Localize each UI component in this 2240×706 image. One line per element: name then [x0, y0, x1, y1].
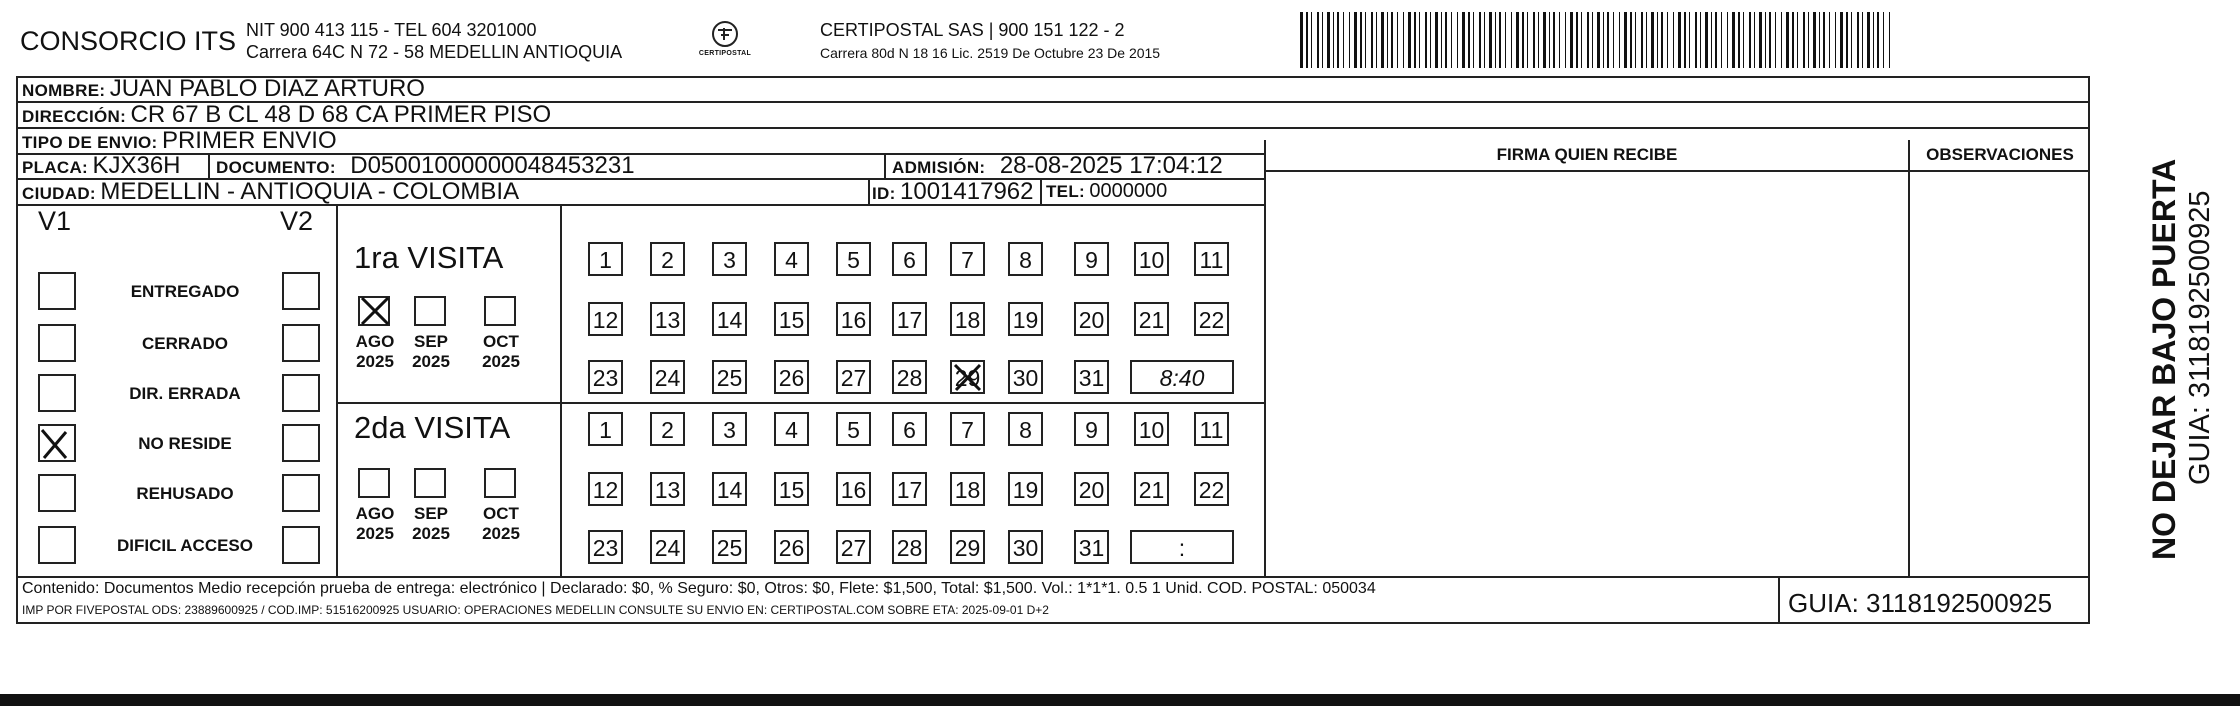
second-visit-day-box[interactable]: 15 — [774, 472, 809, 506]
first-visit-day-box[interactable]: 4 — [774, 242, 809, 276]
v1-checkbox[interactable] — [38, 374, 76, 412]
second-visit-day-box[interactable]: 8 — [1008, 412, 1043, 446]
v1-checkbox[interactable] — [38, 272, 76, 310]
second-visit-day-box[interactable]: 26 — [774, 530, 809, 564]
second-visit-day-box[interactable]: 12 — [588, 472, 623, 506]
tel-label: TEL: — [1046, 182, 1085, 201]
barcode-bar — [1624, 12, 1627, 68]
barcode-bar — [1867, 12, 1870, 68]
second-visit-day-box[interactable]: 29 — [950, 530, 985, 564]
second-visit-year-label: 2025 — [482, 524, 520, 543]
admision-value: 28-08-2025 17:04:12 — [999, 152, 1223, 179]
first-visit-month-label: SEP — [413, 332, 449, 351]
barcode-bar — [1499, 12, 1501, 68]
barcode-bar — [1484, 12, 1485, 68]
direccion-row — [22, 102, 551, 127]
barcode-bar — [1819, 12, 1820, 68]
first-visit-time-box[interactable]: 8:40 — [1130, 360, 1234, 394]
barcode-bar — [1425, 12, 1427, 68]
barcode-bar — [1619, 12, 1620, 68]
second-visit-day-box[interactable]: 18 — [950, 472, 985, 506]
first-visit-day-box[interactable]: 16 — [836, 302, 871, 336]
second-visit-day-box[interactable]: 2 — [650, 412, 685, 446]
barcode-bar — [1705, 12, 1708, 68]
first-visit-day-box[interactable]: 8 — [1008, 242, 1043, 276]
barcode-bar — [1646, 12, 1647, 68]
first-visit-day-box[interactable]: 12 — [588, 302, 623, 336]
carrier-line1: CERTIPOSTAL SAS | 900 151 122 - 2 — [820, 20, 1125, 40]
second-visit-day-box[interactable]: 20 — [1074, 472, 1109, 506]
second-visit-day-box[interactable]: 10 — [1134, 412, 1169, 446]
status-label: CERRADO — [142, 334, 228, 353]
second-visit-year-label: 2025 — [356, 524, 394, 543]
status-label: ENTREGADO — [130, 282, 240, 301]
ciudad-label: CIUDAD: — [22, 184, 96, 203]
first-visit-year-label: 2025 — [482, 352, 520, 371]
barcode-bar — [1603, 12, 1604, 68]
barcode-bar — [1354, 12, 1357, 68]
barcode-bar — [1851, 12, 1852, 68]
barcode-bar — [1462, 12, 1465, 68]
barcode-bar — [1473, 12, 1474, 68]
barcode-bar — [1597, 12, 1600, 68]
first-visit-day-box[interactable]: 2 — [650, 242, 685, 276]
barcode-bar — [1376, 12, 1377, 68]
direccion-label: DIRECCIÓN: — [22, 107, 127, 126]
barcode-bar — [1684, 12, 1686, 68]
second-visit-title: 2da VISITA — [354, 410, 511, 445]
second-visit-day-box[interactable]: 14 — [712, 472, 747, 506]
nombre-value: JUAN PABLO DIAZ ARTURO — [109, 75, 425, 102]
barcode-bar — [1635, 12, 1636, 68]
first-visit-day-box[interactable]: 1 — [588, 242, 623, 276]
barcode-bar — [1570, 12, 1573, 68]
bottom-bar — [0, 694, 2240, 706]
barcode-bar — [1840, 12, 1843, 68]
second-visit-year-label: 2025 — [412, 524, 450, 543]
barcode-bar — [1846, 12, 1848, 68]
first-visit-year-label: 2025 — [356, 352, 394, 371]
barcode-bar — [1727, 12, 1728, 68]
first-visit-day-box[interactable]: 13 — [650, 302, 685, 336]
first-visit-day-box[interactable]: 9 — [1074, 242, 1109, 276]
second-visit-month-label: AGO — [355, 504, 395, 523]
v2-label: V2 — [280, 206, 314, 236]
v2-checkbox[interactable] — [282, 474, 320, 512]
second-visit-day-box[interactable]: 16 — [836, 472, 871, 506]
barcode-bar — [1641, 12, 1643, 68]
nombre-label: NOMBRE: — [22, 81, 106, 100]
admision-label: ADMISIÓN: — [892, 158, 986, 177]
barcode-bar — [1689, 12, 1690, 68]
placa-field — [22, 154, 181, 178]
barcode-bar — [1457, 12, 1458, 68]
first-visit-month-label: OCT — [483, 332, 519, 351]
first-visit-month-checkbox[interactable] — [484, 296, 516, 326]
tipo-row — [22, 128, 337, 153]
barcode-bar — [1829, 12, 1830, 68]
barcode-bar — [1792, 12, 1794, 68]
barcode-bar — [1435, 12, 1438, 68]
first-visit-day-box[interactable]: 31 — [1074, 360, 1109, 394]
first-visit-day-box[interactable]: 30 — [1008, 360, 1043, 394]
barcode-bar — [1775, 12, 1776, 68]
second-visit-day-box[interactable]: 17 — [892, 472, 927, 506]
barcode-bar — [1403, 12, 1404, 68]
carrier-logo-text: CERTIPOSTAL — [698, 50, 752, 57]
barcode-bar — [1769, 12, 1771, 68]
barcode-bar — [1430, 12, 1431, 68]
handwritten-x-mark — [358, 294, 392, 333]
barcode-bar — [1759, 12, 1762, 68]
barcode-bar — [1559, 12, 1560, 68]
barcode-bar — [1765, 12, 1766, 68]
barcode-bar — [1300, 12, 1303, 68]
second-visit-day-box[interactable]: 3 — [712, 412, 747, 446]
barcode-bar — [1533, 12, 1535, 68]
barcode-bar — [1592, 12, 1593, 68]
barcode-bar — [1673, 12, 1674, 68]
barcode-bar — [1749, 12, 1751, 68]
first-visit-day-box[interactable]: 15 — [774, 302, 809, 336]
placa-label: PLACA: — [22, 158, 89, 177]
barcode-bar — [1803, 12, 1805, 68]
second-visit-day-box[interactable]: 13 — [650, 472, 685, 506]
first-visit-month-checkbox[interactable] — [414, 296, 446, 326]
first-visit-title: 1ra VISITA — [354, 240, 504, 275]
second-visit-day-box[interactable]: 7 — [950, 412, 985, 446]
barcode-bar — [1738, 12, 1740, 68]
barcode-bar — [1576, 12, 1578, 68]
barcode-bar — [1516, 12, 1519, 68]
first-visit-day-box[interactable]: 7 — [950, 242, 985, 276]
v2-checkbox[interactable] — [282, 374, 320, 412]
barcode-bar — [1553, 12, 1555, 68]
barcode-bar — [1549, 12, 1550, 68]
first-visit-day-box[interactable]: 27 — [836, 360, 871, 394]
second-visit-day-box[interactable]: 11 — [1194, 412, 1229, 446]
tipo-label: TIPO DE ENVIO: — [22, 133, 158, 152]
tipo-value: PRIMER ENVIO — [161, 127, 337, 154]
barcode-bar — [1327, 12, 1330, 68]
company-address: Carrera 64C N 72 - 58 MEDELLIN ANTIOQUIA — [246, 42, 623, 62]
v1-checkbox[interactable] — [38, 526, 76, 564]
barcode-bar — [1835, 12, 1836, 68]
barcode-bar — [1823, 12, 1825, 68]
placa-value: KJX36H — [92, 152, 181, 179]
second-visit-day-box[interactable]: 25 — [712, 530, 747, 564]
second-visit-month-checkbox[interactable] — [484, 468, 516, 498]
handwritten-x-mark — [36, 426, 72, 467]
second-visit-day-box[interactable]: 31 — [1074, 530, 1109, 564]
ciudad-value: MEDELLIN - ANTIOQUIA - COLOMBIA — [100, 178, 520, 205]
barcode-bar — [1522, 12, 1524, 68]
barcode-bar — [1732, 12, 1735, 68]
second-visit-month-checkbox[interactable] — [414, 468, 446, 498]
carrier-line2: Carrera 80d N 18 16 Lic. 2519 De Octubre 23 De 2015 — [820, 45, 1161, 61]
direccion-value: CR 67 B CL 48 D 68 CA PRIMER PISO — [130, 101, 552, 128]
first-visit-day-box[interactable]: 3 — [712, 242, 747, 276]
status-label: REHUSADO — [136, 484, 234, 503]
barcode-bar — [1651, 12, 1654, 68]
second-visit-day-box[interactable]: 23 — [588, 530, 623, 564]
barcode-bar — [1489, 12, 1492, 68]
barcode-bar — [1754, 12, 1755, 68]
barcode-bar — [1695, 12, 1697, 68]
second-visit-month-checkbox[interactable] — [358, 468, 390, 498]
first-visit-month-label: AGO — [355, 332, 395, 351]
ciudad-field — [22, 179, 519, 204]
barcode-bar — [1678, 12, 1681, 68]
first-visit-day-box[interactable]: 26 — [774, 360, 809, 394]
documento-label: DOCUMENTO: — [216, 158, 336, 177]
first-visit-day-box[interactable]: 21 — [1134, 302, 1169, 336]
admision-field — [892, 154, 1223, 178]
barcode-bar — [1889, 12, 1890, 68]
barcode-bar — [1505, 12, 1506, 68]
v2-checkbox[interactable] — [282, 324, 320, 362]
handwritten-x-mark — [950, 360, 985, 399]
first-visit-day-box[interactable]: 29 — [950, 360, 985, 394]
first-visit-day-box[interactable]: 17 — [892, 302, 927, 336]
side-notice-line1: NO DEJAR BAJO PUERTA — [2146, 158, 2182, 560]
barcode-bar — [1587, 12, 1589, 68]
barcode-bar — [1365, 12, 1366, 68]
id-value: 1001417962 — [900, 178, 1034, 205]
first-visit-year-label: 2025 — [412, 352, 450, 371]
firma-header: FIRMA QUIEN RECIBE — [1496, 145, 1678, 164]
v1-checkbox[interactable] — [38, 474, 76, 512]
second-visit-day-box[interactable]: 9 — [1074, 412, 1109, 446]
first-visit-day-box[interactable]: 6 — [892, 242, 927, 276]
second-visit-day-box[interactable]: 30 — [1008, 530, 1043, 564]
barcode-bar — [1441, 12, 1442, 68]
nombre-row — [22, 76, 425, 101]
barcode-bar — [1581, 12, 1582, 68]
documento-value: D05001000000048453231 — [350, 152, 635, 179]
barcode-bar — [1538, 12, 1539, 68]
barcode-bar — [1322, 12, 1323, 68]
barcode-bar — [1511, 12, 1512, 68]
barcode-bar — [1387, 12, 1388, 68]
first-visit-day-box[interactable]: 10 — [1134, 242, 1169, 276]
second-visit-day-box[interactable]: 19 — [1008, 472, 1043, 506]
second-visit-month-label: SEP — [413, 504, 449, 523]
first-visit-day-box[interactable]: 5 — [836, 242, 871, 276]
tel-value: 0000000 — [1089, 180, 1168, 202]
barcode-bar — [1857, 12, 1859, 68]
carrier-logo — [688, 16, 762, 64]
first-visit-day-box[interactable]: 20 — [1074, 302, 1109, 336]
v2-checkbox[interactable] — [282, 424, 320, 462]
barcode-bar — [1786, 12, 1789, 68]
barcode-bar — [1333, 12, 1334, 68]
barcode-bar — [1337, 12, 1339, 68]
v2-checkbox[interactable] — [282, 272, 320, 310]
status-label: DIFICIL ACCESO — [116, 536, 253, 555]
second-visit-day-box[interactable]: 24 — [650, 530, 685, 564]
tel-field — [1046, 179, 1167, 204]
second-visit-day-box[interactable]: 5 — [836, 412, 871, 446]
side-guia: GUIA: 3118192500925 — [2184, 190, 2216, 485]
second-visit-month-label: OCT — [483, 504, 519, 523]
first-visit-day-box[interactable]: 14 — [712, 302, 747, 336]
side-notice — [2096, 100, 2216, 560]
barcode-bar — [1715, 12, 1717, 68]
barcode-bar — [1306, 12, 1308, 68]
barcode-bar — [1813, 12, 1816, 68]
barcode-bar — [1543, 12, 1546, 68]
barcode-bar — [1311, 12, 1312, 68]
barcode-bar — [1408, 12, 1411, 68]
barcode-bar — [1451, 12, 1452, 68]
second-visit-day-box[interactable]: 1 — [588, 412, 623, 446]
barcode-bar — [1613, 12, 1614, 68]
barcode-bar — [1862, 12, 1863, 68]
barcode-bar — [1381, 12, 1384, 68]
second-visit-time-box[interactable]: : — [1130, 530, 1234, 564]
id-label: ID: — [872, 184, 896, 203]
documento-field — [216, 154, 635, 178]
barcode-bar — [1397, 12, 1398, 68]
barcode-bar — [1607, 12, 1609, 68]
barcode-bar — [1808, 12, 1809, 68]
first-visit-day-box[interactable]: 25 — [712, 360, 747, 394]
second-visit-day-box[interactable]: 22 — [1194, 472, 1229, 506]
barcode-bar — [1527, 12, 1528, 68]
barcode-bar — [1630, 12, 1632, 68]
company-nit: NIT 900 413 115 - TEL 604 3201000 — [246, 20, 537, 40]
barcode-bar — [1700, 12, 1701, 68]
second-visit-day-box[interactable]: 21 — [1134, 472, 1169, 506]
status-label: DIR. ERRADA — [129, 384, 241, 403]
barcode-bar — [1711, 12, 1712, 68]
barcode-bar — [1391, 12, 1393, 68]
barcode-bar — [1743, 12, 1744, 68]
barcode-bar — [1445, 12, 1447, 68]
observaciones-header: OBSERVACIONES — [1926, 145, 2074, 164]
barcode-bar — [1657, 12, 1658, 68]
company-name: CONSORCIO ITS — [20, 26, 237, 56]
v1-checkbox[interactable] — [38, 324, 76, 362]
first-visit-day-box[interactable]: 18 — [950, 302, 985, 336]
footer-line1: Contenido: Documentos Medio recepción prueba de entrega: electrónico | Declarado: $0, % Seguro: $0, Otros: $0, Flete: $1,500, Total: $1,500. Vol.: 1*1*1. 0.5 1 Unid. COD. POSTAL: 050034 — [22, 580, 1376, 597]
first-visit-day-box[interactable]: 19 — [1008, 302, 1043, 336]
barcode-bar — [1414, 12, 1416, 68]
footer-guia: GUIA: 3118192500925 — [1788, 588, 2053, 618]
barcode-bar — [1873, 12, 1874, 68]
barcode — [1300, 12, 1894, 68]
barcode-bar — [1877, 12, 1879, 68]
first-visit-day-box[interactable]: 24 — [650, 360, 685, 394]
second-visit-day-box[interactable]: 27 — [836, 530, 871, 564]
v1-label: V1 — [38, 206, 72, 236]
second-visit-day-box[interactable]: 4 — [774, 412, 809, 446]
barcode-bar — [1667, 12, 1668, 68]
barcode-bar — [1349, 12, 1350, 68]
barcode-bar — [1721, 12, 1722, 68]
barcode-bar — [1360, 12, 1362, 68]
barcode-bar — [1883, 12, 1884, 68]
barcode-bar — [1371, 12, 1373, 68]
first-visit-day-box[interactable]: 23 — [588, 360, 623, 394]
second-visit-day-box[interactable]: 28 — [892, 530, 927, 564]
barcode-bar — [1317, 12, 1319, 68]
first-visit-day-box[interactable]: 22 — [1194, 302, 1229, 336]
first-visit-day-box[interactable]: 11 — [1194, 242, 1229, 276]
barcode-bar — [1479, 12, 1481, 68]
footer-line2: IMP POR FIVEPOSTAL ODS: 23889600925 / COD.IMP: 51516200925 USUARIO: OPERACIONES MEDELLIN CONSULTE SU ENVIO EN: CERTIPOSTAL.COM SOBRE ETA: 2025-09-01 D+2 — [22, 603, 1049, 617]
id-field — [872, 179, 1034, 204]
barcode-bar — [1661, 12, 1663, 68]
barcode-bar — [1781, 12, 1782, 68]
second-visit-day-box[interactable]: 6 — [892, 412, 927, 446]
first-visit-day-box[interactable]: 28 — [892, 360, 927, 394]
barcode-bar — [1343, 12, 1344, 68]
barcode-bar — [1419, 12, 1420, 68]
status-label: NO RESIDE — [138, 434, 232, 453]
barcode-bar — [1468, 12, 1470, 68]
v2-checkbox[interactable] — [282, 526, 320, 564]
barcode-bar — [1565, 12, 1566, 68]
barcode-bar — [1797, 12, 1798, 68]
barcode-bar — [1495, 12, 1496, 68]
